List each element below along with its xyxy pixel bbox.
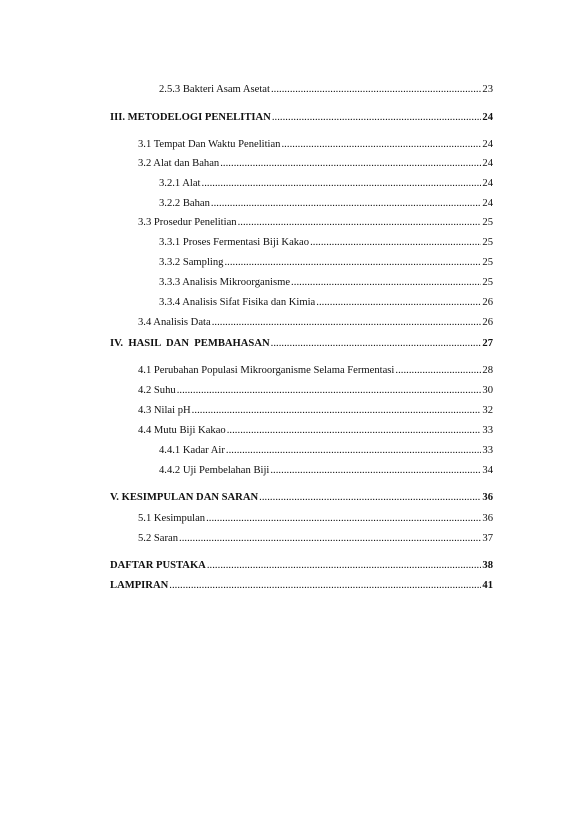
toc-entry-page: 26 xyxy=(482,297,493,308)
toc-entry-page: 23 xyxy=(482,84,493,95)
toc-entry-3-2 xyxy=(138,157,493,170)
toc-entry-page: 38 xyxy=(482,560,493,571)
toc-entry-label: 4.4 Mutu Biji Kakao xyxy=(138,425,226,436)
toc-entry-4-3 xyxy=(138,404,493,417)
toc-entry-3-2-1 xyxy=(159,177,493,190)
toc-entry-page: 25 xyxy=(482,217,493,228)
toc-entry-4-2 xyxy=(138,384,493,397)
toc-lampiran xyxy=(110,579,493,592)
toc-entry-5-2 xyxy=(138,532,493,545)
toc-entry-page: 32 xyxy=(482,405,493,416)
toc-entry-page: 34 xyxy=(482,465,493,476)
toc-entry-5-1 xyxy=(138,512,493,525)
toc-leader-dots xyxy=(270,464,481,477)
toc-entry-label: DAFTAR PUSTAKA xyxy=(110,560,206,571)
toc-entry-label: III. METODELOGI PENELITIAN xyxy=(110,112,271,123)
toc-chapter-3 xyxy=(110,111,493,124)
toc-entry-3-1 xyxy=(138,138,493,151)
toc-entry-page: 24 xyxy=(482,198,493,209)
toc-leader-dots xyxy=(211,197,482,210)
toc-entry-label: 3.1 Tempat Dan Waktu Penelitian xyxy=(138,139,281,150)
toc-entry-page: 24 xyxy=(482,139,493,150)
toc-entry-label: 5.1 Kesimpulan xyxy=(138,513,206,524)
toc-entry-page: 36 xyxy=(482,492,493,503)
toc-entry-page: 33 xyxy=(482,445,493,456)
toc-leader-dots xyxy=(179,532,481,545)
toc-entry-label: 3.2.2 Bahan xyxy=(159,198,210,209)
toc-leader-dots xyxy=(169,579,481,592)
toc-entry-4-1 xyxy=(138,364,493,377)
toc-entry-page: 25 xyxy=(482,237,493,248)
toc-entry-label: 4.3 Nilai pH xyxy=(138,405,191,416)
toc-entry-page: 30 xyxy=(482,385,493,396)
toc-leader-dots xyxy=(220,157,481,170)
toc-leader-dots xyxy=(271,337,482,350)
toc-entry-label: 4.4.1 Kadar Air xyxy=(159,445,225,456)
toc-entry-4-4-2 xyxy=(159,464,493,477)
toc-entry-label: 5.2 Saran xyxy=(138,533,179,544)
toc-entry-label: 3.2 Alat dan Bahan xyxy=(138,158,220,169)
toc-entry-2-5-3 xyxy=(159,83,493,96)
toc-entry-page: 24 xyxy=(482,112,493,123)
toc-leader-dots xyxy=(271,83,481,96)
toc-daftar-pustaka xyxy=(110,559,493,572)
toc-leader-dots xyxy=(224,256,481,269)
toc-leader-dots xyxy=(281,138,481,151)
toc-entry-label: 4.1 Perubahan Populasi Mikroorganisme Selama Fermentasi xyxy=(138,365,395,376)
toc-leader-dots xyxy=(207,559,482,572)
toc-entry-label: 3.2.1 Alat xyxy=(159,178,201,189)
toc-leader-dots xyxy=(310,236,481,249)
toc-entry-page: 27 xyxy=(482,338,493,349)
toc-entry-page: 24 xyxy=(482,178,493,189)
toc-entry-page: 41 xyxy=(482,580,493,591)
toc-leader-dots xyxy=(395,364,481,377)
toc-entry-label: 3.3.2 Sampling xyxy=(159,257,224,268)
toc-leader-dots xyxy=(206,512,481,525)
toc-entry-3-3-3 xyxy=(159,276,493,289)
toc-entry-label: IV. HASIL DAN PEMBAHASAN xyxy=(110,338,270,349)
toc-leader-dots xyxy=(212,316,482,329)
toc-entry-3-4 xyxy=(138,316,493,329)
toc-entry-page: 24 xyxy=(482,158,493,169)
toc-entry-page: 36 xyxy=(482,513,493,524)
toc-entry-label: 2.5.3 Bakteri Asam Asetat xyxy=(159,84,270,95)
toc-leader-dots xyxy=(316,296,481,309)
toc-leader-dots xyxy=(291,276,481,289)
toc-entry-label: 3.3.4 Analisis Sifat Fisika dan Kimia xyxy=(159,297,316,308)
toc-entry-page: 25 xyxy=(482,277,493,288)
toc-leader-dots xyxy=(272,111,482,124)
toc-entry-label: 4.2 Suhu xyxy=(138,385,176,396)
toc-entry-3-3 xyxy=(138,216,493,229)
toc-entry-label: LAMPIRAN xyxy=(110,580,169,591)
toc-entry-3-3-2 xyxy=(159,256,493,269)
toc-leader-dots xyxy=(227,424,482,437)
toc-leader-dots xyxy=(259,491,481,504)
toc-entry-3-3-4 xyxy=(159,296,493,309)
toc-chapter-5 xyxy=(110,491,493,504)
toc-leader-dots xyxy=(238,216,482,229)
toc-entry-4-4 xyxy=(138,424,493,437)
toc-leader-dots xyxy=(177,384,482,397)
toc-entry-3-3-1 xyxy=(159,236,493,249)
toc-entry-page: 37 xyxy=(482,533,493,544)
toc-entry-label: 3.3.3 Analisis Mikroorganisme xyxy=(159,277,291,288)
toc-entry-label: 3.3.1 Proses Fermentasi Biji Kakao xyxy=(159,237,310,248)
toc-entry-label: 3.4 Analisis Data xyxy=(138,317,211,328)
toc-leader-dots xyxy=(192,404,482,417)
toc-chapter-4 xyxy=(110,337,493,350)
toc-entry-label: 4.4.2 Uji Pembelahan Biji xyxy=(159,465,270,476)
toc-entry-page: 28 xyxy=(482,365,493,376)
toc-entry-page: 26 xyxy=(482,317,493,328)
toc-entry-label: V. KESIMPULAN DAN SARAN xyxy=(110,492,259,503)
toc-entry-page: 25 xyxy=(482,257,493,268)
toc-entry-page: 33 xyxy=(482,425,493,436)
toc-entry-label: 3.3 Prosedur Penelitian xyxy=(138,217,237,228)
toc-leader-dots xyxy=(202,177,482,190)
toc-entry-3-2-2 xyxy=(159,197,493,210)
toc-entry-4-4-1 xyxy=(159,444,493,457)
toc-leader-dots xyxy=(226,444,482,457)
